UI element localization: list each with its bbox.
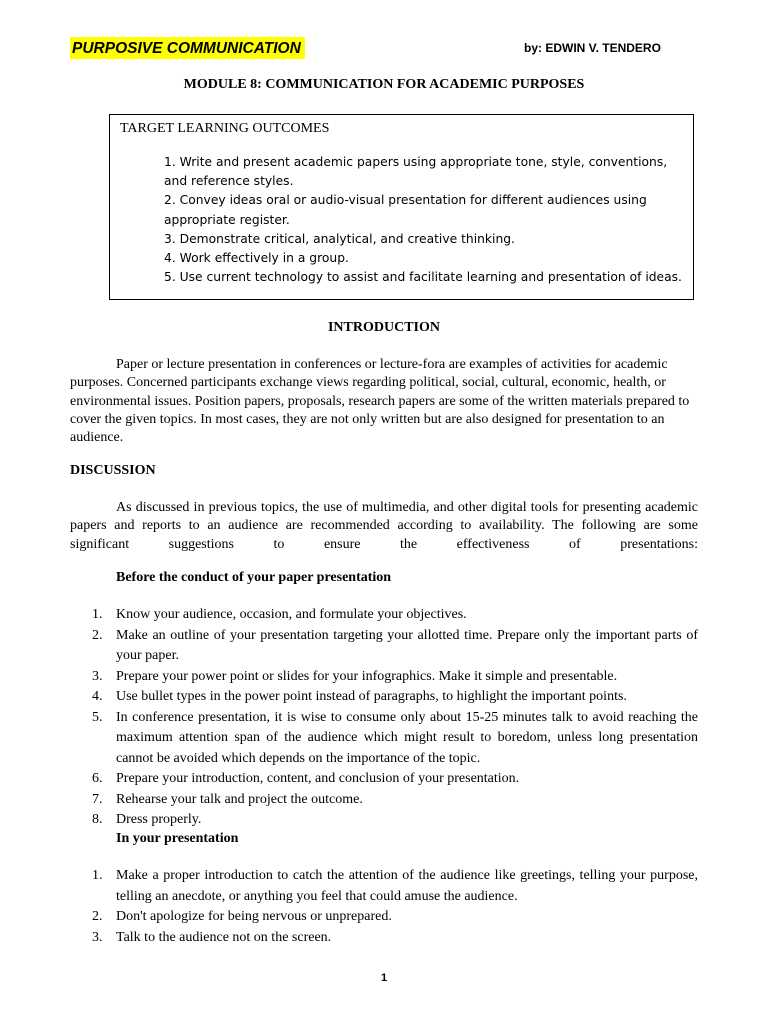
list-number: 1.	[92, 868, 103, 883]
introduction-heading: INTRODUCTION	[327, 320, 440, 335]
list-number: 3.	[92, 929, 103, 945]
outcomes-heading: TARGET LEARNING OUTCOMES	[120, 121, 330, 136]
list-text: Talk to the audience not on the screen.	[116, 929, 332, 945]
outcome-item: 4. Work effectively in a group.	[164, 251, 349, 266]
list-text: Make a proper introduction to catch the attention of the audience like greetings, telling your purpose, telling an anecdote, or anything you feel that could amuse the audience.	[116, 868, 698, 904]
list-text: Know your audience, occasion, and formulate your objectives.	[116, 607, 467, 622]
list-number: 1.	[92, 607, 103, 622]
outcome-item: 5. Use current technology to assist and facilitate learning and presentation of ideas.	[164, 270, 682, 285]
list-text: Prepare your introduction, content, and conclusion of your presentation.	[116, 771, 520, 786]
list-item	[92, 708, 698, 770]
list-item	[92, 790, 698, 811]
module-title: MODULE 8: COMMUNICATION FOR ACADEMIC PURPOSES	[183, 77, 585, 92]
page-number: 1	[380, 972, 388, 984]
course-title: PURPOSIVE COMMUNICATION	[70, 37, 305, 59]
outcome-item: 2. Convey ideas oral or audio-visual presentation for different audiences using appropriate register.	[164, 193, 647, 227]
outcomes-list	[164, 153, 684, 287]
list-item	[92, 907, 698, 928]
list-number: 2.	[92, 909, 103, 924]
list-number: 8.	[92, 812, 103, 827]
introduction-paragraph	[70, 356, 698, 447]
list-text: Prepare your power point or slides for your infographics. Make it simple and presentable.	[116, 668, 618, 684]
list-text: Make an outline of your presentation targeting your allotted time. Prepare only the important parts of your paper.	[116, 627, 698, 663]
discussion-paragraph	[70, 499, 698, 572]
list-number: 5.	[92, 709, 103, 725]
list-item	[92, 605, 698, 626]
list-text: Don't apologize for being nervous or unprepared.	[116, 909, 392, 924]
list-item	[92, 687, 698, 708]
introduction-text: Paper or lecture presentation in conferences or lecture-fora are examples of activities for academic purposes. Concerned participants exchange views regarding political, social, cultural, economic, health, or environmental issues. Position papers, proposals, research papers are some of the written materials prepared to cover the given topics. In most cases, they are not only written but are also designed for presentation to an audience.	[70, 357, 690, 446]
discussion-text: As discussed in previous topics, the use of multimedia, and other digital tools for presenting academic papers and reports to an audience are recommended according to availability. The following are some significant suggestions to ensure the effectiveness of presentations:	[70, 500, 698, 552]
list-number: 4.	[92, 689, 103, 704]
before-presentation-list	[92, 605, 698, 831]
before-presentation-heading: Before the conduct of your paper presentation	[116, 570, 392, 585]
author-line: by: EDWIN V. TENDERO	[524, 41, 661, 55]
list-text: Dress properly.	[116, 812, 202, 827]
list-item	[92, 928, 698, 949]
outcome-item: 3. Demonstrate critical, analytical, and creative thinking.	[164, 231, 515, 246]
list-item	[92, 667, 698, 688]
list-text: In conference presentation, it is wise to consume only about 15-25 minutes talk to avoid reaching the maximum attention span of the audience which might result to boredom, unless long presentation cannot be avoided which depends on the importance of the topic.	[116, 709, 698, 766]
outcome-item: 1. Write and present academic papers using appropriate tone, style, conventions, and reference styles.	[164, 155, 668, 189]
discussion-heading: DISCUSSION	[70, 463, 156, 478]
list-text: Rehearse your talk and project the outcome.	[116, 791, 363, 807]
list-item	[92, 810, 698, 831]
list-item	[92, 626, 698, 667]
list-number: 7.	[92, 791, 103, 807]
list-number: 2.	[92, 627, 103, 643]
learning-outcomes-box	[109, 114, 694, 300]
in-presentation-list	[92, 866, 698, 948]
list-text: Use bullet types in the power point instead of paragraphs, to highlight the important points.	[116, 689, 627, 704]
list-number: 3.	[92, 668, 103, 684]
list-number: 6.	[92, 771, 103, 786]
list-item	[92, 866, 698, 907]
list-item	[92, 769, 698, 790]
in-presentation-heading: In your presentation	[116, 831, 239, 846]
